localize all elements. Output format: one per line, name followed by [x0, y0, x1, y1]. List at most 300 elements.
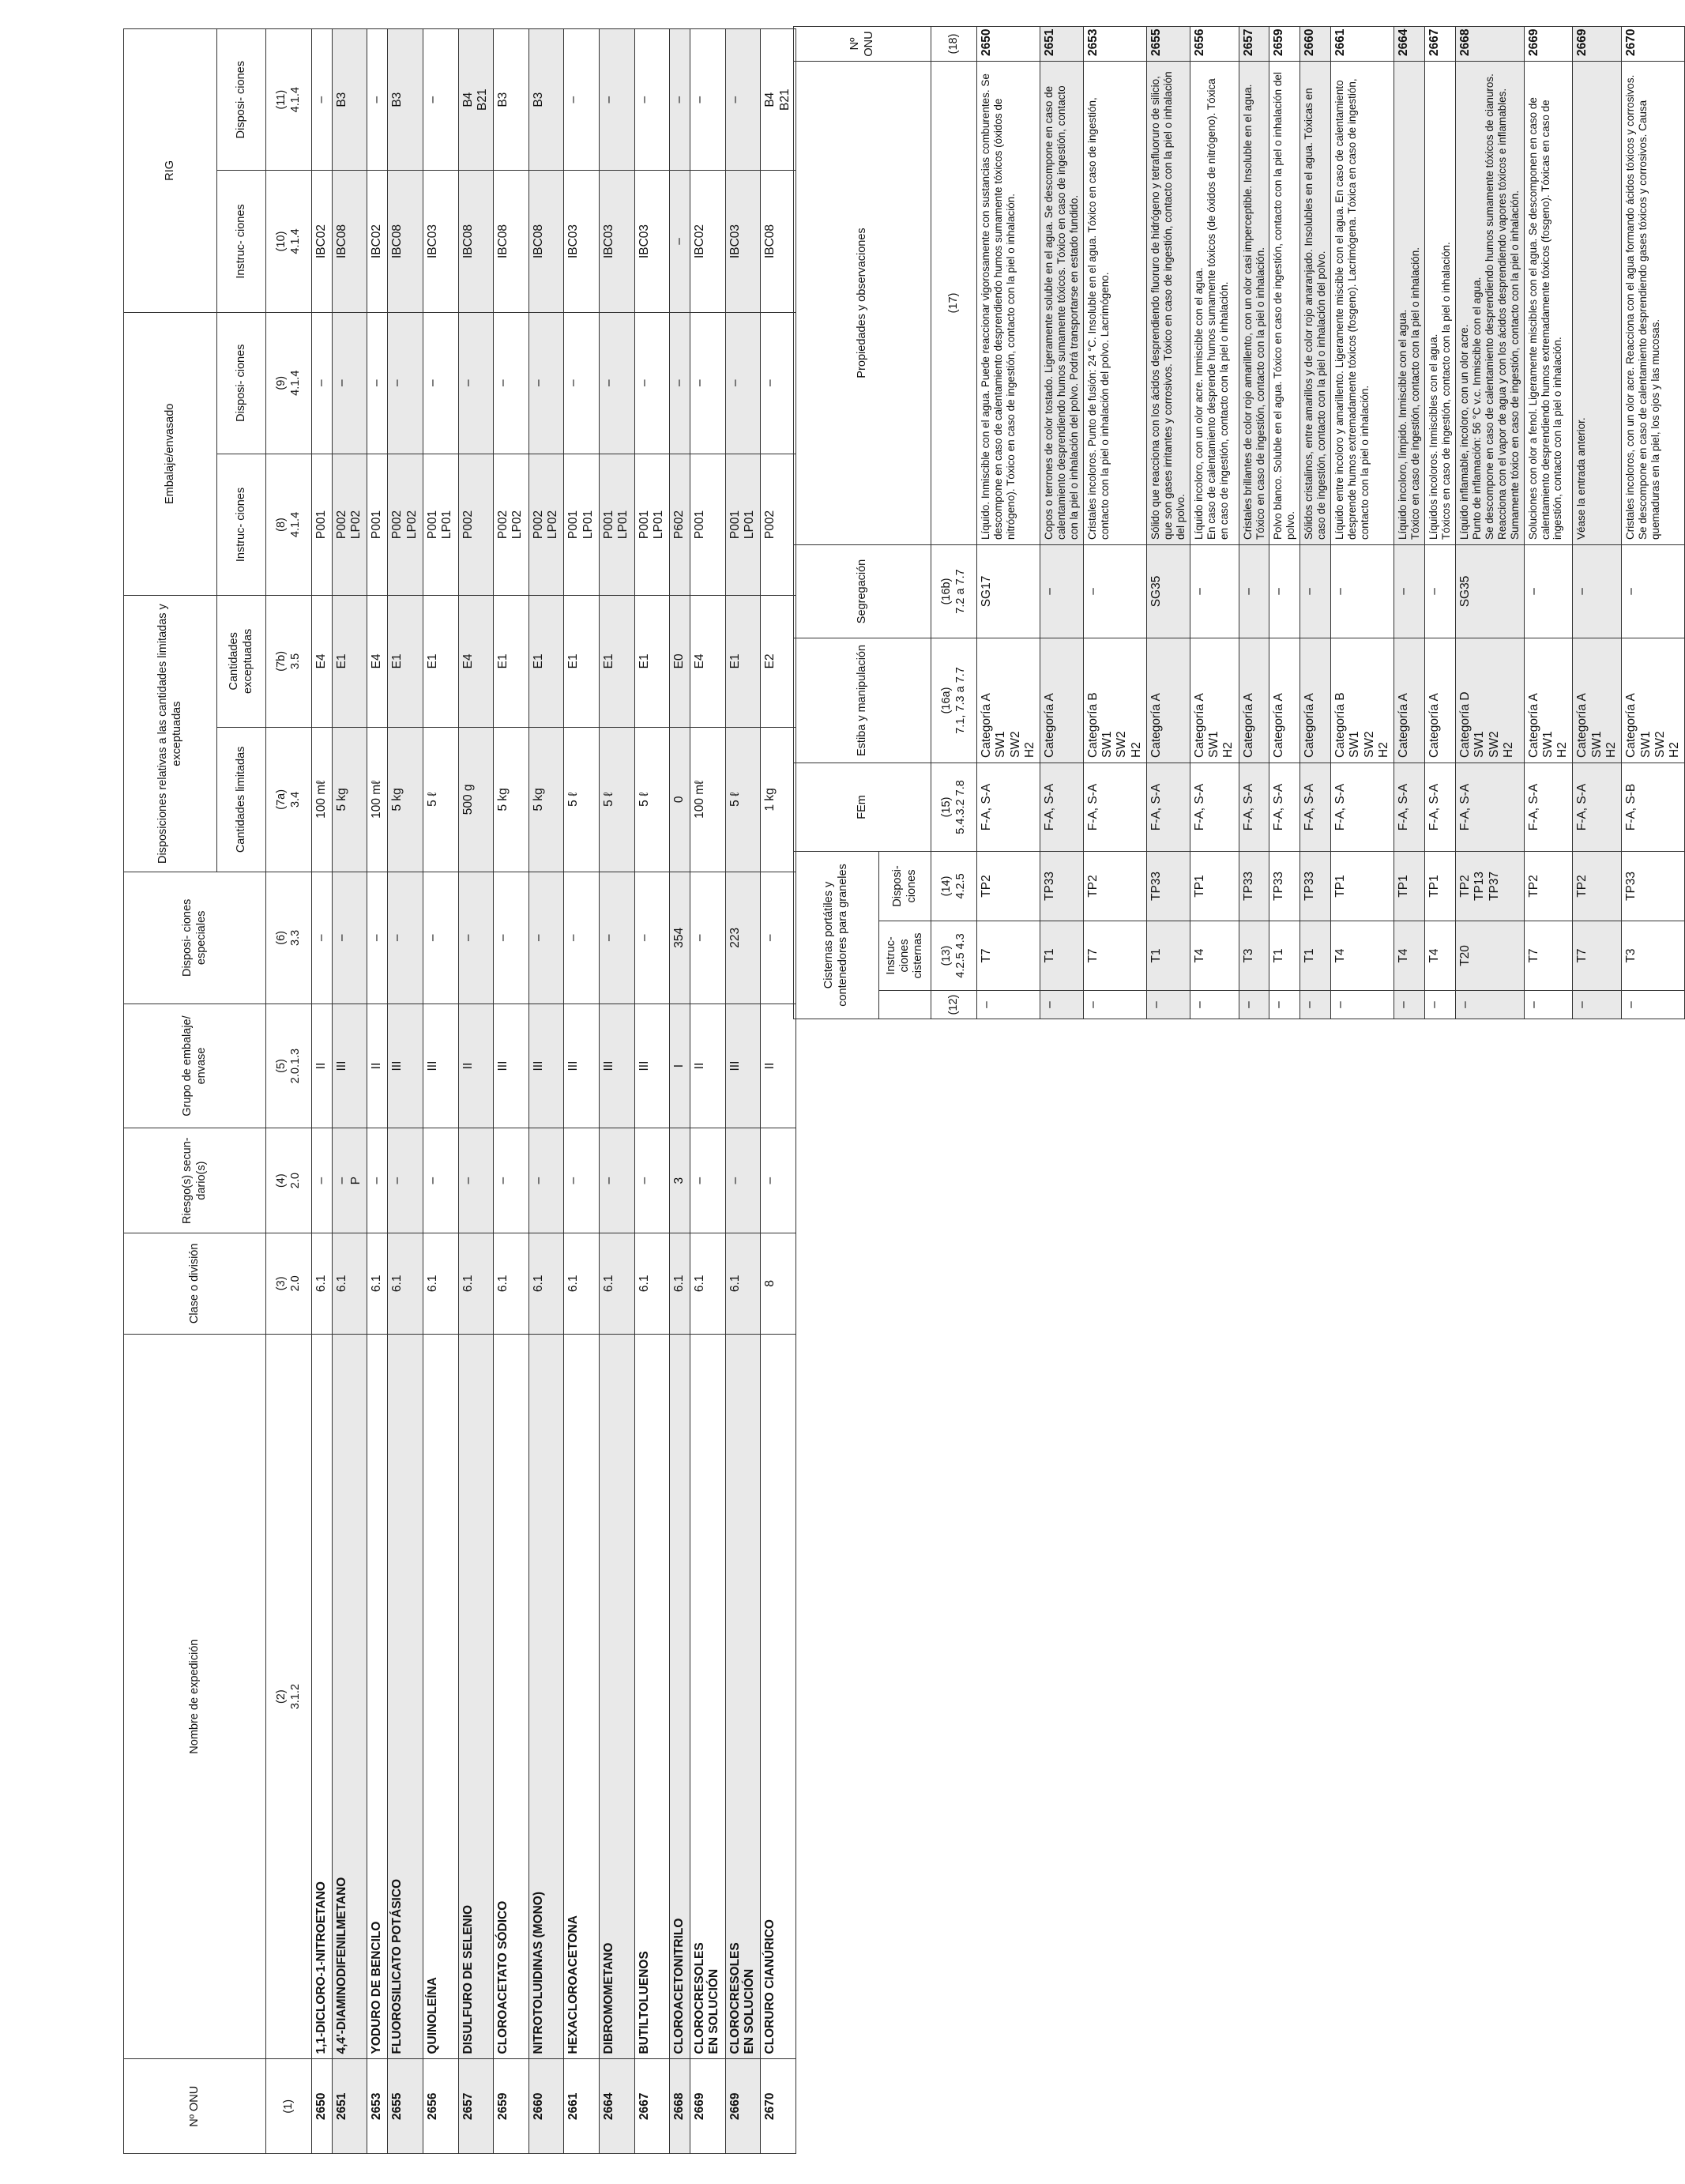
- cell-clase: 6.1: [332, 1233, 367, 1334]
- cell-fem: F-A, S-A: [1331, 763, 1394, 851]
- table-row: [1455, 26, 1524, 1019]
- cell-emb-instr: P001 LP01: [564, 454, 600, 595]
- cell-nombre: 4,4'-DIAMINODIFENILMETANO: [332, 1334, 367, 2059]
- cell-nombre: QUINOLEÍNA: [423, 1334, 458, 2059]
- cell-cist-disp: TP2: [1083, 851, 1146, 921]
- cell-riesgo: –: [725, 1128, 761, 1233]
- table-row: [1331, 26, 1394, 1019]
- header-rig-instr: Instruc- ciones: [217, 171, 266, 312]
- table-row: [1573, 26, 1622, 1019]
- cell-riesgo: –: [634, 1128, 670, 1233]
- header-rig-group: RIG: [124, 29, 217, 313]
- cell-clase: 6.1: [634, 1233, 670, 1334]
- cell-segregacion: SG35: [1455, 544, 1524, 638]
- cell-fem: F-A, S-A: [1239, 763, 1269, 851]
- cell-cant-limitadas: 0: [670, 727, 690, 872]
- cell-emb-disp: –: [367, 312, 388, 454]
- colref-7a: 3.4: [288, 791, 302, 808]
- cell-cist-instr: T4: [1331, 921, 1394, 991]
- table-row: [1040, 26, 1084, 1019]
- cell-segregacion: –: [1524, 544, 1573, 638]
- colref-7b: 3.5: [288, 653, 302, 669]
- cell-segregacion: SG35: [1147, 544, 1190, 638]
- cell-col-12: –: [1300, 991, 1331, 1019]
- table-row: [1524, 26, 1573, 1019]
- cell-col-12: –: [1190, 991, 1239, 1019]
- cell-onu-right: 2650: [977, 26, 1040, 61]
- header-propiedades: Propiedades y observaciones: [794, 61, 931, 544]
- cell-fem: F-A, S-A: [1524, 763, 1573, 851]
- cell-cant-exceptuadas: E2: [761, 596, 796, 727]
- cell-clase: 6.1: [690, 1233, 726, 1334]
- cell-emb-instr: P002 LP02: [388, 454, 423, 595]
- cell-emb-instr: P001 LP01: [600, 454, 635, 595]
- table-row: [1239, 26, 1269, 1019]
- cell-riesgo: – P: [332, 1128, 367, 1233]
- header-cant-limitadas: Cantidades limitadas: [217, 727, 266, 872]
- cell-estiba: Categoría A SW1 SW2 H2: [1622, 638, 1685, 763]
- cell-clase: 6.1: [528, 1233, 564, 1334]
- header-cist-instr: Instruc- ciones cisternas: [879, 921, 931, 991]
- cell-rig-instr: IBC08: [458, 171, 494, 312]
- cell-estiba: Categoría A: [1425, 638, 1456, 763]
- cell-emb-disp: –: [670, 312, 690, 454]
- cell-nombre: BUTILTOLUENOS: [634, 1334, 670, 2059]
- cell-emb-instr: P001: [367, 454, 388, 595]
- header-cist-disp: Disposi- ciones: [879, 851, 931, 921]
- table-row: [634, 29, 670, 2154]
- header-cantidades-group: Disposiciones relativas a las cantidades limitadas y exceptuadas: [124, 596, 217, 872]
- cell-propiedades: Sólidos cristalinos, entre amarillos y de color rojo anaranjado. Insolubles en el agua. Tóxicas en caso de ingestión, contacto con la piel o inhalación del polvo.: [1300, 61, 1331, 544]
- cell-col-12: –: [1331, 991, 1394, 1019]
- cell-cist-disp: TP33: [1300, 851, 1331, 921]
- cell-grupo: III: [564, 1004, 600, 1128]
- cell-emb-instr: P002 LP02: [528, 454, 564, 595]
- cell-rig-disp: –: [564, 29, 600, 171]
- cell-estiba: Categoría A: [1269, 638, 1300, 763]
- cell-onu-right: 2651: [1040, 26, 1084, 61]
- cell-onu-right: 2664: [1394, 26, 1425, 61]
- header-cant-exceptuadas: Cantidades exceptuadas: [217, 596, 266, 727]
- cell-cist-instr: T20: [1455, 921, 1524, 991]
- cell-cist-instr: T7: [1083, 921, 1146, 991]
- cell-fem: F-A, S-A: [1269, 763, 1300, 851]
- cell-onu-right: 2656: [1190, 26, 1239, 61]
- cell-rig-disp: B4 B21: [761, 29, 796, 171]
- cell-propiedades: Copos o terrones de color tostado. Ligeramente soluble en el agua. Se descompone en caso de calentamiento desprendiendo humos sumamente tóxicos. Tóxico en caso de ingestión, contacto con la piel o inhalación del polvo. Podrá transportarse en estado fundido.: [1040, 61, 1084, 544]
- cell-propiedades: Líquido entre incoloro y amarillento. Ligeramente miscible con el agua. En caso de calentamiento desprende humos extremadamente tóxicos (fosgeno). Lacrimógena. Tóxica en caso de ingestión, contacto con la piel o inhalación.: [1331, 61, 1394, 544]
- cell-cist-instr: T3: [1239, 921, 1269, 991]
- colnum-3: (3): [275, 1276, 288, 1291]
- cell-onu: 2668: [670, 2059, 690, 2154]
- cell-disp-especiales: –: [690, 872, 726, 1004]
- cell-segregacion: SG17: [977, 544, 1040, 638]
- cell-emb-disp: –: [600, 312, 635, 454]
- cell-onu-right: 2668: [1455, 26, 1524, 61]
- cell-cant-exceptuadas: E1: [388, 596, 423, 727]
- cell-grupo: III: [494, 1004, 529, 1128]
- cell-cant-exceptuadas: E0: [670, 596, 690, 727]
- cell-onu-right: 2657: [1239, 26, 1269, 61]
- cell-onu: 2653: [367, 2059, 388, 2154]
- cell-onu-right: 2660: [1300, 26, 1331, 61]
- table-row: [977, 26, 1040, 1019]
- cell-fem: F-A, S-A: [1573, 763, 1622, 851]
- cell-onu: 2659: [494, 2059, 529, 2154]
- cell-cist-disp: TP1: [1425, 851, 1456, 921]
- cell-cant-exceptuadas: E1: [600, 596, 635, 727]
- cell-rig-instr: IBC08: [332, 171, 367, 312]
- colnum-1: (1): [281, 2099, 295, 2114]
- cell-cist-disp: TP33: [1147, 851, 1190, 921]
- colnum-15: (15): [940, 796, 953, 818]
- cell-rig-instr: IBC02: [312, 171, 333, 312]
- cell-riesgo: –: [494, 1128, 529, 1233]
- cell-cant-limitadas: 100 mℓ: [690, 727, 726, 872]
- cell-estiba: Categoría B SW1 SW2 H2: [1083, 638, 1146, 763]
- table-row: [1083, 26, 1146, 1019]
- colref-15: 5.4.3.2 7.8: [953, 780, 967, 834]
- header-cisternas-group: Cisternas portátiles y contenedores para graneles: [794, 851, 879, 1019]
- cell-cant-exceptuadas: E1: [528, 596, 564, 727]
- cell-nombre: HEXACLOROACETONA: [564, 1334, 600, 2059]
- table-row: [332, 29, 367, 2154]
- table-row: [1147, 26, 1190, 1019]
- cell-estiba: Categoría A: [1300, 638, 1331, 763]
- cell-col-12: –: [1394, 991, 1425, 1019]
- dangerous-goods-list-left: [123, 28, 796, 2154]
- cell-rig-disp: –: [670, 29, 690, 171]
- header-rig-disp: Disposi- ciones: [217, 29, 266, 171]
- cell-rig-instr: IBC03: [564, 171, 600, 312]
- cell-clase: 6.1: [670, 1233, 690, 1334]
- cell-rig-disp: B3: [332, 29, 367, 171]
- cell-disp-especiales: –: [388, 872, 423, 1004]
- cell-segregacion: –: [1331, 544, 1394, 638]
- cell-col-12: –: [977, 991, 1040, 1019]
- cell-fem: F-A, S-B: [1622, 763, 1685, 851]
- colnum-2: (2): [275, 1689, 288, 1704]
- cell-onu-right: 2670: [1622, 26, 1685, 61]
- cell-cant-limitadas: 5 ℓ: [725, 727, 761, 872]
- cell-cant-limitadas: 5 kg: [494, 727, 529, 872]
- table-row: [725, 29, 761, 2154]
- cell-rig-disp: B3: [388, 29, 423, 171]
- colnum-14: (14): [940, 875, 953, 897]
- cell-grupo: III: [528, 1004, 564, 1128]
- cell-clase: 6.1: [494, 1233, 529, 1334]
- colnum-5: (5): [275, 1059, 288, 1073]
- cell-col-12: –: [1040, 991, 1084, 1019]
- cell-cist-disp: TP2: [1573, 851, 1622, 921]
- cell-onu-right: 2659: [1269, 26, 1300, 61]
- cell-onu-right: 2667: [1425, 26, 1456, 61]
- right-table-panel: [793, 27, 1682, 1019]
- cell-disp-especiales: –: [367, 872, 388, 1004]
- cell-clase: 6.1: [423, 1233, 458, 1334]
- colnum-11: (11): [275, 89, 288, 110]
- cell-cant-exceptuadas: E4: [367, 596, 388, 727]
- cell-cant-limitadas: 500 g: [458, 727, 494, 872]
- colref-11: 4.1.4: [288, 87, 302, 113]
- table-row: [670, 29, 690, 2154]
- cell-fem: F-A, S-A: [1425, 763, 1456, 851]
- cell-nombre: DIBROMOMETANO: [600, 1334, 635, 2059]
- cell-riesgo: –: [600, 1128, 635, 1233]
- table-row: [600, 29, 635, 2154]
- cell-disp-especiales: –: [564, 872, 600, 1004]
- cell-clase: 6.1: [458, 1233, 494, 1334]
- cell-cist-disp: TP33: [1622, 851, 1685, 921]
- cell-emb-instr: P002: [761, 454, 796, 595]
- cell-riesgo: –: [564, 1128, 600, 1233]
- cell-cant-exceptuadas: E4: [690, 596, 726, 727]
- cell-cist-disp: TP1: [1394, 851, 1425, 921]
- cell-riesgo: –: [458, 1128, 494, 1233]
- cell-onu: 2660: [528, 2059, 564, 2154]
- table-row: [458, 29, 494, 2154]
- cell-cant-limitadas: 5 ℓ: [423, 727, 458, 872]
- cell-grupo: III: [634, 1004, 670, 1128]
- cell-disp-especiales: –: [761, 872, 796, 1004]
- table-row: [1300, 26, 1331, 1019]
- header-segregacion: Segregación: [794, 544, 931, 638]
- cell-rig-instr: –: [670, 171, 690, 312]
- cell-fem: F-A, S-A: [977, 763, 1040, 851]
- cell-fem: F-A, S-A: [1147, 763, 1190, 851]
- cell-disp-especiales: –: [332, 872, 367, 1004]
- cell-rig-disp: B3: [528, 29, 564, 171]
- cell-col-12: –: [1147, 991, 1190, 1019]
- cell-clase: 8: [761, 1233, 796, 1334]
- header-onu-right: Nº ONU: [794, 26, 931, 61]
- cell-emb-disp: –: [725, 312, 761, 454]
- table-row: [1622, 26, 1685, 1019]
- colnum-18: (18): [946, 33, 960, 55]
- cell-cant-limitadas: 5 ℓ: [564, 727, 600, 872]
- cell-nombre: DISULFURO DE SELENIO: [458, 1334, 494, 2059]
- cell-col-12: –: [1524, 991, 1573, 1019]
- cell-disp-especiales: 354: [670, 872, 690, 1004]
- cell-fem: F-A, S-A: [1190, 763, 1239, 851]
- table-row: [312, 29, 333, 2154]
- cell-rig-instr: IBC03: [725, 171, 761, 312]
- table-row: [1190, 26, 1239, 1019]
- table-row: [494, 29, 529, 2154]
- cell-col-12: –: [1573, 991, 1622, 1019]
- table-row: [1269, 26, 1300, 1019]
- table-row: [388, 29, 423, 2154]
- cell-propiedades: Líquido inflamable, incoloro, con un olor acre. Punto de inflamación: 56 °C v.c. Inmiscible con el agua. Se descompone en caso de calentamiento desprendiendo humos sumamente tóxicos de cianuros. Reacciona con el vapor de agua y con los ácidos desprendiendo vapores tóxicos e inflamables. Sumamente tóxico en caso de ingestión, contacto con la piel o inhalación.: [1455, 61, 1524, 544]
- cell-onu: 2651: [332, 2059, 367, 2154]
- cell-disp-especiales: 223: [725, 872, 761, 1004]
- table-row: [1394, 26, 1425, 1019]
- colnum-4: (4): [275, 1173, 288, 1188]
- cell-clase: 6.1: [388, 1233, 423, 1334]
- cell-propiedades: Líquido incoloro, límpido. Inmiscible con el agua. Tóxico en caso de ingestión, contacto con la piel o inhalación.: [1394, 61, 1425, 544]
- cell-cant-limitadas: 5 ℓ: [634, 727, 670, 872]
- cell-nombre: CLOROCRESOLES EN SOLUCIÓN: [725, 1334, 761, 2059]
- cell-cant-exceptuadas: E1: [332, 596, 367, 727]
- cell-clase: 6.1: [564, 1233, 600, 1334]
- cell-clase: 6.1: [367, 1233, 388, 1334]
- cell-cist-instr: T4: [1190, 921, 1239, 991]
- cell-onu: 2655: [388, 2059, 423, 2154]
- cell-nombre: CLORURO CIANÚRICO: [761, 1334, 796, 2059]
- cell-cant-limitadas: 5 kg: [332, 727, 367, 872]
- cell-nombre: YODURO DE BENCILO: [367, 1334, 388, 2059]
- cell-col-12: –: [1455, 991, 1524, 1019]
- header-fem: FEm: [794, 763, 931, 851]
- cell-cant-limitadas: 5 kg: [388, 727, 423, 872]
- cell-col-12: –: [1083, 991, 1146, 1019]
- cell-fem: F-A, S-A: [1083, 763, 1146, 851]
- cell-estiba: Categoría A: [1147, 638, 1190, 763]
- cell-riesgo: –: [367, 1128, 388, 1233]
- cell-grupo: III: [388, 1004, 423, 1128]
- cell-emb-disp: –: [634, 312, 670, 454]
- cell-estiba: Categoría A SW1 H2: [1524, 638, 1573, 763]
- cell-rig-disp: –: [690, 29, 726, 171]
- cell-rig-instr: IBC03: [600, 171, 635, 312]
- colref-13: 4.2.5 4.3: [953, 933, 967, 978]
- colref-10: 4.1.4: [288, 228, 302, 254]
- cell-cant-exceptuadas: E4: [312, 596, 333, 727]
- cell-segregacion: –: [1622, 544, 1685, 638]
- header-emb-instr: Instruc- ciones: [217, 454, 266, 595]
- cell-cant-exceptuadas: E1: [634, 596, 670, 727]
- colnum-12: (12): [946, 994, 960, 1015]
- table-row: [761, 29, 796, 2154]
- cell-rig-disp: –: [423, 29, 458, 171]
- cell-onu-right: 2669: [1524, 26, 1573, 61]
- cell-cist-instr: T7: [1524, 921, 1573, 991]
- cell-cant-limitadas: 100 mℓ: [312, 727, 333, 872]
- colref-16a: 7.1, 7.3 a 7.7: [953, 667, 967, 734]
- colref-6: 3.3: [288, 929, 302, 946]
- cell-onu-right: 2661: [1331, 26, 1394, 61]
- table-row: [528, 29, 564, 2154]
- header-estiba: Estiba y manipulación: [794, 638, 931, 763]
- colref-8: 4.1.4: [288, 511, 302, 538]
- cell-cist-disp: TP33: [1239, 851, 1269, 921]
- cell-cist-instr: T4: [1425, 921, 1456, 991]
- cell-segregacion: –: [1394, 544, 1425, 638]
- cell-estiba: Categoría A: [1239, 638, 1269, 763]
- cell-segregacion: –: [1083, 544, 1146, 638]
- cell-cant-exceptuadas: E1: [725, 596, 761, 727]
- cell-cist-instr: T1: [1040, 921, 1084, 991]
- cell-disp-especiales: –: [423, 872, 458, 1004]
- cell-onu: 2661: [564, 2059, 600, 2154]
- cell-onu: 2657: [458, 2059, 494, 2154]
- cell-rig-instr: IBC08: [388, 171, 423, 312]
- colnum-13: (13): [940, 945, 953, 966]
- cell-cist-disp: TP33: [1269, 851, 1300, 921]
- cell-grupo: II: [367, 1004, 388, 1128]
- cell-segregacion: –: [1269, 544, 1300, 638]
- cell-disp-especiales: –: [528, 872, 564, 1004]
- cell-disp-especiales: –: [494, 872, 529, 1004]
- cell-cist-instr: T1: [1269, 921, 1300, 991]
- cell-propiedades: Sólido que reacciona con los ácidos desprendiendo fluoruro de hidrógeno y tetrafluoruro de silicio, que son gases irritantes y corrosivos. Tóxico en caso de ingestión, contacto con la piel o inhalación del polvo.: [1147, 61, 1190, 544]
- cell-col-12: –: [1239, 991, 1269, 1019]
- cell-rig-disp: –: [725, 29, 761, 171]
- colref-14: 4.2.5: [953, 873, 967, 899]
- cell-cist-disp: TP1: [1331, 851, 1394, 921]
- cell-propiedades: Soluciones con olor a fenol. Ligeramente miscibles con el agua. Se descomponen en caso de calentamiento desprendiendo humos extremadamente tóxicos (fosgeno). Tóxicas en caso de ingestión, contacto con la piel o inhalación.: [1524, 61, 1573, 544]
- cell-riesgo: –: [423, 1128, 458, 1233]
- cell-cant-limitadas: 5 ℓ: [600, 727, 635, 872]
- colnum-7b: (7b): [275, 650, 288, 672]
- cell-grupo: II: [312, 1004, 333, 1128]
- colref-16b: 7.2 a 7.7: [953, 569, 967, 614]
- cell-emb-disp: –: [494, 312, 529, 454]
- cell-estiba: Categoría A: [1394, 638, 1425, 763]
- cell-onu-right: 2655: [1147, 26, 1190, 61]
- cell-cist-disp: TP2 TP13 TP37: [1455, 851, 1524, 921]
- dangerous-goods-list-right: [793, 26, 1685, 1019]
- colnum-10: (10): [275, 231, 288, 252]
- cell-cist-disp: TP2: [1524, 851, 1573, 921]
- cell-fem: F-A, S-A: [1394, 763, 1425, 851]
- cell-emb-disp: –: [312, 312, 333, 454]
- cell-onu: 2670: [761, 2059, 796, 2154]
- cell-riesgo: –: [690, 1128, 726, 1233]
- cell-grupo: III: [332, 1004, 367, 1128]
- colref-4: 2.0: [288, 1173, 302, 1189]
- cell-segregacion: –: [1573, 544, 1622, 638]
- header-emb-disp: Disposi- ciones: [217, 312, 266, 454]
- cell-nombre: NITROTOLUIDINAS (MONO): [528, 1334, 564, 2059]
- cell-estiba: Categoría D SW1 SW2 H2: [1455, 638, 1524, 763]
- cell-onu: 2669: [725, 2059, 761, 2154]
- cell-riesgo: 3: [670, 1128, 690, 1233]
- cell-estiba: Categoría A: [1040, 638, 1084, 763]
- cell-emb-disp: –: [564, 312, 600, 454]
- cell-rig-disp: –: [600, 29, 635, 171]
- colnum-16b: (16b): [940, 578, 953, 605]
- header-embalaje-group: Embalaje/envasado: [124, 312, 217, 596]
- cell-cant-limitadas: 1 kg: [761, 727, 796, 872]
- cell-emb-disp: –: [423, 312, 458, 454]
- cell-rig-instr: IBC02: [367, 171, 388, 312]
- header-clase: Clase o división: [124, 1233, 266, 1334]
- cell-cant-exceptuadas: E1: [564, 596, 600, 727]
- cell-estiba: Categoría B SW1 SW2 H2: [1331, 638, 1394, 763]
- cell-rig-disp: B3: [494, 29, 529, 171]
- cell-segregacion: –: [1425, 544, 1456, 638]
- colref-3: 2.0: [288, 1275, 302, 1292]
- cell-emb-instr: P002 LP02: [332, 454, 367, 595]
- cell-emb-disp: –: [332, 312, 367, 454]
- cell-grupo: III: [423, 1004, 458, 1128]
- cell-propiedades: Véase la entrada anterior.: [1573, 61, 1622, 544]
- cell-riesgo: –: [528, 1128, 564, 1233]
- cell-cist-disp: TP2: [977, 851, 1040, 921]
- cell-clase: 6.1: [600, 1233, 635, 1334]
- cell-propiedades: Cristales incoloros. Punto de fusión: 24 °C. Insoluble en el agua. Tóxico en caso de ingestión, contacto con la piel o inhalación del polvo. Lacrimógeno.: [1083, 61, 1146, 544]
- cell-rig-disp: –: [367, 29, 388, 171]
- cell-grupo: III: [600, 1004, 635, 1128]
- cell-clase: 6.1: [312, 1233, 333, 1334]
- cell-rig-instr: IBC08: [761, 171, 796, 312]
- cell-rig-instr: IBC03: [423, 171, 458, 312]
- cell-cist-instr: T1: [1147, 921, 1190, 991]
- cell-estiba: Categoría A SW1 H2: [1573, 638, 1622, 763]
- colnum-6: (6): [275, 930, 288, 945]
- colnum-16a: (16a): [940, 687, 953, 714]
